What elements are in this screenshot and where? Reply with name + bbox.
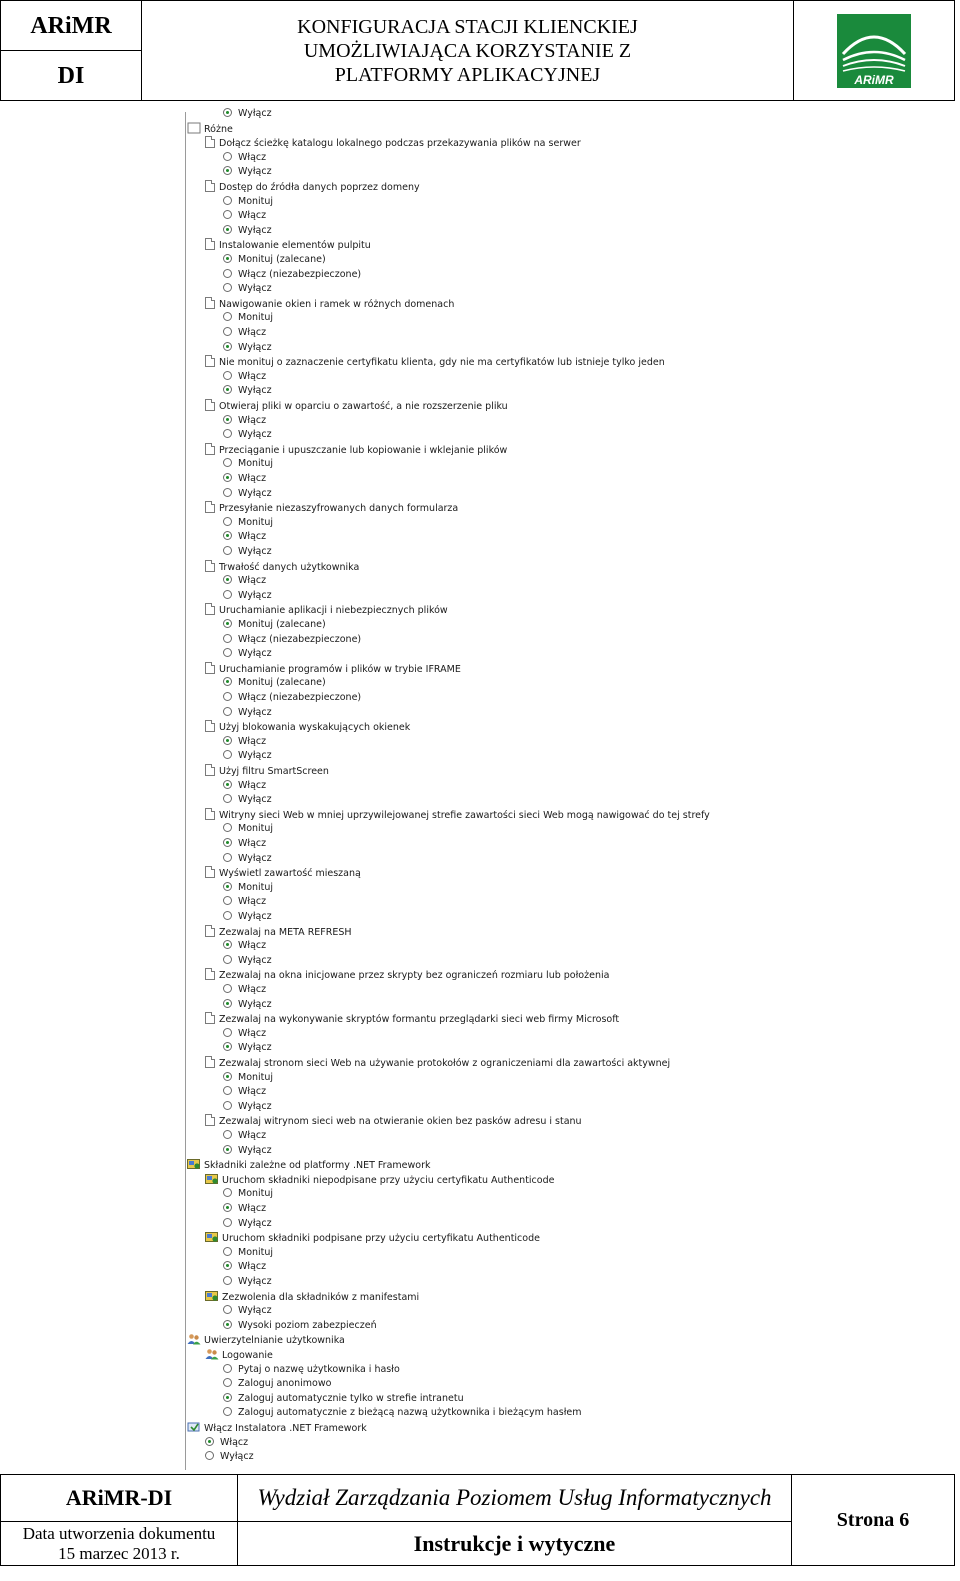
radio-option[interactable] bbox=[223, 822, 273, 836]
tree-label: Uruchamianie aplikacji i niebezpiecznych plików bbox=[219, 605, 448, 617]
radio-option[interactable] bbox=[223, 326, 266, 340]
tree-label: Wyłącz bbox=[238, 487, 272, 499]
setting-item bbox=[205, 1012, 619, 1026]
document-icon bbox=[205, 866, 215, 878]
tree-label: Wyłącz bbox=[238, 1305, 272, 1317]
radio-selected-icon[interactable] bbox=[223, 473, 232, 482]
tree-label: Włącz bbox=[220, 1436, 249, 1448]
tree-label: Włącz bbox=[238, 779, 267, 791]
radio-selected-icon[interactable] bbox=[223, 166, 232, 175]
setting-item bbox=[205, 1056, 670, 1070]
radio-unselected-icon[interactable] bbox=[223, 707, 232, 716]
radio-option[interactable] bbox=[223, 530, 266, 544]
radio-unselected-icon[interactable] bbox=[223, 794, 232, 803]
document-icon bbox=[205, 501, 215, 513]
radio-unselected-icon[interactable] bbox=[223, 1364, 232, 1373]
radio-option[interactable] bbox=[223, 311, 273, 325]
document-icon bbox=[205, 180, 215, 192]
document-icon bbox=[205, 560, 215, 572]
tree-label: Monituj bbox=[238, 1246, 274, 1258]
radio-unselected-icon[interactable] bbox=[223, 1101, 232, 1110]
radio-option[interactable] bbox=[223, 253, 326, 267]
radio-option[interactable] bbox=[223, 1260, 266, 1274]
radio-option[interactable] bbox=[223, 779, 266, 793]
tree-label: Wyłącz bbox=[238, 385, 272, 397]
radio-unselected-icon[interactable] bbox=[223, 488, 232, 497]
radio-unselected-icon[interactable] bbox=[223, 196, 232, 205]
radio-option[interactable] bbox=[223, 1144, 272, 1158]
radio-selected-icon[interactable] bbox=[223, 677, 232, 686]
tree-label: Otwieraj pliki w oparciu o zawartość, a nie rozszerzenie pliku bbox=[219, 401, 508, 412]
radio-option[interactable] bbox=[223, 676, 326, 690]
tree-label: Wyłącz bbox=[238, 283, 272, 295]
tree-label: Wyłącz bbox=[238, 750, 272, 762]
radio-unselected-icon[interactable] bbox=[205, 1451, 214, 1460]
tree-label: Monituj bbox=[238, 516, 274, 528]
tree-label: Wyłącz bbox=[238, 108, 272, 119]
radio-option[interactable] bbox=[223, 983, 266, 997]
radio-selected-icon[interactable] bbox=[223, 575, 232, 584]
radio-option[interactable] bbox=[223, 1363, 400, 1377]
document-icon bbox=[205, 720, 215, 732]
radio-unselected-icon[interactable] bbox=[223, 1247, 232, 1256]
tree-label: Różne bbox=[204, 123, 233, 135]
tree-label: Wyłącz bbox=[238, 1276, 272, 1287]
document-icon bbox=[205, 1012, 215, 1024]
tree-label: Zaloguj automatycznie tylko w strefie intranetu bbox=[238, 1392, 464, 1404]
radio-option[interactable] bbox=[205, 1450, 254, 1464]
header-title-line: PLATFORMY APLIKACYJNEJ bbox=[334, 63, 601, 86]
radio-unselected-icon[interactable] bbox=[223, 1407, 232, 1416]
header-org: ARiMR bbox=[1, 1, 142, 51]
radio-unselected-icon[interactable] bbox=[223, 692, 232, 701]
document-icon bbox=[205, 968, 215, 980]
tree-label: Włącz bbox=[238, 414, 267, 426]
radio-option[interactable] bbox=[223, 1392, 464, 1406]
setting-item bbox=[205, 968, 609, 982]
radio-option[interactable] bbox=[223, 1041, 272, 1055]
footer-dept: Wydział Zarządzania Poziomem Usług Informatycznych bbox=[238, 1475, 792, 1522]
radio-unselected-icon[interactable] bbox=[223, 1028, 232, 1037]
radio-option[interactable] bbox=[223, 472, 266, 486]
tree-label: Włącz bbox=[238, 1261, 267, 1273]
radio-selected-icon[interactable] bbox=[223, 1261, 232, 1270]
tree-label: Włącz bbox=[238, 210, 267, 222]
radio-selected-icon[interactable] bbox=[223, 225, 232, 234]
radio-option[interactable] bbox=[223, 837, 266, 851]
tree-label: Monituj bbox=[238, 312, 274, 324]
tree-label: Wyłącz bbox=[238, 998, 272, 1010]
radio-option[interactable] bbox=[223, 881, 273, 895]
radio-option[interactable] bbox=[223, 735, 266, 749]
tree-label: Monituj (zalecane) bbox=[238, 677, 326, 689]
radio-unselected-icon[interactable] bbox=[223, 429, 232, 438]
tree-label: Monituj bbox=[238, 1071, 274, 1083]
settings-subgroup bbox=[205, 1348, 273, 1362]
tree-label: Włącz Instalatora .NET Framework bbox=[204, 1423, 367, 1434]
radio-option[interactable] bbox=[223, 414, 266, 428]
tree-label: Włącz bbox=[238, 1027, 267, 1039]
radio-unselected-icon[interactable] bbox=[223, 371, 232, 380]
tree-label: Wyłącz bbox=[238, 794, 272, 806]
footer-subtitle: Instrukcje i wytyczne bbox=[238, 1522, 792, 1566]
radio-option[interactable] bbox=[223, 589, 272, 603]
installer-icon bbox=[187, 1421, 201, 1433]
radio-option[interactable] bbox=[223, 384, 272, 398]
tree-label: Wyłącz bbox=[238, 706, 272, 718]
setting-item bbox=[205, 501, 458, 515]
tree-label: Włącz bbox=[238, 575, 267, 587]
tree-label: Wyświetl zawartość mieszaną bbox=[219, 868, 361, 880]
radio-option[interactable] bbox=[223, 1027, 266, 1041]
radio-option[interactable] bbox=[223, 545, 272, 559]
radio-selected-icon[interactable] bbox=[223, 780, 232, 789]
radio-unselected-icon[interactable] bbox=[223, 210, 232, 219]
radio-option[interactable] bbox=[223, 1071, 273, 1085]
footer-date-label: Data utworzenia dokumentu bbox=[22, 1523, 216, 1543]
setting-item bbox=[205, 297, 454, 311]
tree-label: Monituj bbox=[238, 881, 274, 893]
tree-label: Logowanie bbox=[222, 1350, 273, 1361]
radio-option[interactable] bbox=[223, 1377, 331, 1391]
tree-label: Zezwalaj stronom sieci Web na używanie protokołów z ograniczeniami dla zawartości aktywnej bbox=[219, 1058, 671, 1069]
footer-page: Strona 6 bbox=[792, 1475, 955, 1566]
document-icon bbox=[205, 238, 215, 250]
radio-selected-icon[interactable] bbox=[223, 1145, 232, 1154]
tree-label: Zezwalaj na META REFRESH bbox=[219, 926, 352, 938]
radio-selected-icon[interactable] bbox=[223, 1393, 232, 1402]
radio-unselected-icon[interactable] bbox=[223, 823, 232, 832]
radio-selected-icon[interactable] bbox=[223, 940, 232, 949]
radio-option[interactable] bbox=[223, 939, 266, 953]
settings-group bbox=[187, 1333, 345, 1347]
radio-selected-icon[interactable] bbox=[223, 1320, 232, 1329]
users-icon bbox=[205, 1348, 219, 1360]
tree-label: Wyłącz bbox=[238, 429, 272, 441]
footer-date bbox=[1, 1522, 238, 1566]
radio-selected-icon[interactable] bbox=[223, 415, 232, 424]
folder-icon bbox=[187, 122, 201, 134]
setting-item bbox=[205, 560, 359, 574]
radio-unselected-icon[interactable] bbox=[223, 517, 232, 526]
setting-item bbox=[205, 764, 329, 778]
document-icon bbox=[205, 1114, 215, 1126]
radio-option[interactable] bbox=[223, 224, 272, 238]
tree-label: Włącz bbox=[238, 370, 267, 382]
radio-option[interactable] bbox=[223, 1217, 272, 1231]
tree-label: Dołącz ścieżkę katalogu lokalnego podczas przekazywania plików na serwer bbox=[219, 138, 581, 150]
footer-date-value: 15 marzec 2013 r. bbox=[58, 1543, 180, 1563]
tree-label: Uruchom składniki niepodpisane przy użyciu certyfikatu Authenticode bbox=[222, 1174, 555, 1186]
tree-label: Włącz bbox=[238, 838, 267, 849]
radio-unselected-icon[interactable] bbox=[223, 327, 232, 336]
radio-selected-icon[interactable] bbox=[205, 1437, 214, 1446]
radio-option[interactable] bbox=[223, 282, 272, 296]
setting-item bbox=[205, 866, 361, 880]
tree-label: Przesyłanie niezaszyfrowanych danych formularza bbox=[219, 503, 459, 515]
radio-selected-icon[interactable] bbox=[223, 999, 232, 1008]
radio-unselected-icon[interactable] bbox=[223, 152, 232, 161]
tree-label: Użyj blokowania wyskakujących okienek bbox=[219, 722, 411, 734]
tree-label: Zezwolenia dla składników z manifestami bbox=[222, 1291, 420, 1303]
setting-item bbox=[205, 808, 710, 822]
radio-option[interactable] bbox=[223, 370, 266, 384]
radio-unselected-icon[interactable] bbox=[223, 984, 232, 993]
radio-option[interactable] bbox=[223, 633, 361, 647]
setting-item bbox=[205, 355, 665, 369]
tree-label: Dostęp do źródła danych poprzez domeny bbox=[219, 182, 420, 193]
radio-option[interactable] bbox=[223, 341, 272, 355]
tree-label: Monituj bbox=[238, 458, 274, 470]
setting-item bbox=[205, 1114, 582, 1128]
header-title bbox=[142, 1, 794, 101]
tree-label: Monituj bbox=[238, 195, 274, 207]
radio-option[interactable] bbox=[223, 1246, 273, 1260]
radio-unselected-icon[interactable] bbox=[223, 1378, 232, 1387]
tree-label: Nawigowanie okien i ramek w różnych domenach bbox=[219, 298, 455, 310]
tree-label: Trwałość danych użytkownika bbox=[219, 561, 360, 573]
radio-option[interactable] bbox=[223, 1406, 582, 1420]
page-header bbox=[0, 0, 955, 101]
radio-selected-icon[interactable] bbox=[223, 342, 232, 351]
radio-option[interactable] bbox=[223, 998, 272, 1012]
tree-label: Zaloguj automatycznie z bieżącą nazwą użytkownika i bieżącym hasłem bbox=[238, 1407, 582, 1419]
document-icon bbox=[205, 399, 215, 411]
tree-label: Włącz bbox=[238, 327, 267, 338]
radio-unselected-icon[interactable] bbox=[223, 1188, 232, 1197]
radio-selected-icon[interactable] bbox=[223, 108, 232, 117]
radio-selected-icon[interactable] bbox=[223, 882, 232, 891]
tree-label: Wyłącz bbox=[238, 341, 272, 353]
tree-label: Zezwalaj na wykonywanie skryptów formantu przeglądarki sieci web firmy Microsoft bbox=[219, 1014, 620, 1026]
net-framework-icon bbox=[205, 1290, 219, 1302]
radio-unselected-icon[interactable] bbox=[223, 634, 232, 643]
tree-label: Wyłącz bbox=[220, 1451, 254, 1463]
net-framework-icon bbox=[205, 1231, 219, 1243]
radio-option[interactable] bbox=[223, 1129, 266, 1143]
radio-option[interactable] bbox=[223, 107, 272, 121]
radio-unselected-icon[interactable] bbox=[223, 1218, 232, 1227]
settings-subgroup bbox=[205, 1173, 554, 1187]
radio-option[interactable] bbox=[223, 706, 272, 720]
radio-unselected-icon[interactable] bbox=[223, 750, 232, 759]
document-icon bbox=[205, 136, 215, 148]
setting-item bbox=[205, 603, 448, 617]
radio-unselected-icon[interactable] bbox=[223, 1130, 232, 1139]
net-framework-icon bbox=[205, 1173, 219, 1185]
tree-label: Wyłącz bbox=[238, 166, 272, 178]
radio-unselected-icon[interactable] bbox=[223, 911, 232, 920]
radio-option[interactable] bbox=[223, 151, 266, 165]
settings-group bbox=[187, 122, 233, 136]
radio-option[interactable] bbox=[223, 910, 272, 924]
settings-subgroup bbox=[205, 1290, 419, 1304]
radio-selected-icon[interactable] bbox=[223, 1072, 232, 1081]
radio-unselected-icon[interactable] bbox=[223, 269, 232, 278]
radio-selected-icon[interactable] bbox=[223, 385, 232, 394]
document-icon bbox=[205, 297, 215, 309]
settings-group bbox=[187, 1421, 367, 1435]
radio-unselected-icon[interactable] bbox=[223, 590, 232, 599]
tree-label: Wyłącz bbox=[238, 954, 272, 966]
tree-label: Wyłącz bbox=[238, 1144, 272, 1156]
document-icon bbox=[205, 764, 215, 776]
tree-label: Uruchamianie programów i plików w trybie IFRAME bbox=[219, 663, 461, 675]
svg-text:ARiMR: ARiMR bbox=[854, 72, 894, 87]
radio-unselected-icon[interactable] bbox=[223, 1086, 232, 1095]
tree-label: Wyłącz bbox=[238, 1100, 272, 1112]
tree-label: Zezwalaj witrynom sieci web na otwieranie okien bez pasków adresu i stanu bbox=[219, 1116, 582, 1128]
tree-label: Włącz bbox=[238, 1086, 267, 1098]
setting-item bbox=[205, 662, 461, 676]
tree-label: Włącz (niezabezpieczone) bbox=[238, 268, 362, 280]
tree-label: Składniki zależne od platformy .NET Framework bbox=[204, 1160, 431, 1172]
tree-label: Uruchom składniki podpisane przy użyciu certyfikatu Authenticode bbox=[222, 1233, 540, 1245]
radio-option[interactable] bbox=[223, 428, 272, 442]
document-icon bbox=[205, 443, 215, 455]
radio-option[interactable] bbox=[223, 1202, 266, 1216]
setting-item bbox=[205, 925, 352, 939]
setting-item bbox=[205, 136, 581, 150]
net-framework-icon bbox=[187, 1158, 201, 1170]
radio-selected-icon[interactable] bbox=[223, 531, 232, 540]
radio-unselected-icon[interactable] bbox=[223, 896, 232, 905]
tree-label: Włącz bbox=[238, 473, 267, 484]
tree-label: Monituj bbox=[238, 1188, 274, 1200]
tree-label: Pytaj o nazwę użytkownika i hasło bbox=[238, 1363, 400, 1375]
radio-option[interactable] bbox=[223, 165, 272, 179]
document-icon bbox=[205, 925, 215, 937]
radio-option[interactable] bbox=[223, 1275, 272, 1289]
radio-option[interactable] bbox=[223, 268, 361, 282]
tree-label: Monituj bbox=[238, 823, 274, 835]
radio-option[interactable] bbox=[223, 691, 361, 705]
tree-label: Użyj filtru SmartScreen bbox=[219, 766, 329, 777]
radio-option[interactable] bbox=[223, 487, 272, 501]
tree-label: Wyłącz bbox=[238, 1217, 272, 1229]
radio-option[interactable] bbox=[223, 1319, 377, 1333]
tree-label: Włącz bbox=[238, 1203, 267, 1214]
tree-label: Wyłącz bbox=[238, 1042, 272, 1054]
ie-zone-settings-screenshot bbox=[185, 104, 710, 1476]
radio-option[interactable] bbox=[223, 618, 326, 632]
setting-item bbox=[205, 238, 371, 252]
settings-subgroup bbox=[205, 1231, 540, 1245]
tree-guide-line bbox=[185, 112, 186, 1470]
setting-item bbox=[205, 399, 508, 413]
radio-option[interactable] bbox=[223, 954, 272, 968]
document-icon bbox=[205, 1056, 215, 1068]
radio-option[interactable] bbox=[205, 1436, 248, 1450]
radio-option[interactable] bbox=[223, 1085, 266, 1099]
tree-label: Wyłącz bbox=[238, 546, 272, 557]
radio-option[interactable] bbox=[223, 1304, 272, 1318]
tree-label: Zezwalaj na okna inicjowane przez skrypty bez ograniczeń rozmiaru lub położenia bbox=[219, 970, 610, 982]
tree-label: Monituj (zalecane) bbox=[238, 619, 326, 630]
tree-label: Uwierzytelnianie użytkownika bbox=[204, 1335, 345, 1347]
tree-label: Instalowanie elementów pulpitu bbox=[219, 240, 371, 252]
radio-selected-icon[interactable] bbox=[223, 619, 232, 628]
document-icon bbox=[205, 662, 215, 674]
tree-label: Włącz bbox=[238, 151, 267, 163]
tree-label: Zaloguj anonimowo bbox=[238, 1378, 332, 1390]
tree-label: Monituj (zalecane) bbox=[238, 254, 326, 265]
tree-label: Włącz bbox=[238, 984, 267, 995]
tree-label: Włącz (niezabezpieczone) bbox=[238, 633, 362, 645]
tree-label: Wyłącz bbox=[238, 589, 272, 601]
radio-selected-icon[interactable] bbox=[223, 254, 232, 263]
radio-option[interactable] bbox=[223, 749, 272, 763]
tree-label: Wyłącz bbox=[238, 648, 272, 660]
tree-label: Wyłącz bbox=[238, 224, 272, 236]
document-icon bbox=[205, 355, 215, 367]
tree-label: Włącz bbox=[238, 1130, 267, 1141]
radio-option[interactable] bbox=[223, 852, 272, 866]
tree-label: Włącz bbox=[238, 940, 267, 952]
radio-option[interactable] bbox=[223, 895, 266, 909]
setting-item bbox=[205, 720, 410, 734]
radio-selected-icon[interactable] bbox=[223, 736, 232, 745]
radio-option[interactable] bbox=[223, 457, 273, 471]
radio-option[interactable] bbox=[223, 1100, 272, 1114]
radio-unselected-icon[interactable] bbox=[223, 648, 232, 657]
tree-label: Nie monituj o zaznaczenie certyfikatu klienta, gdy nie ma certyfikatów lub istnieje tylko jeden bbox=[219, 357, 665, 369]
radio-unselected-icon[interactable] bbox=[223, 283, 232, 292]
arimr-logo bbox=[837, 14, 911, 88]
radio-option[interactable] bbox=[223, 574, 266, 588]
radio-unselected-icon[interactable] bbox=[223, 853, 232, 862]
tree-label: Wyłącz bbox=[238, 911, 272, 922]
radio-selected-icon[interactable] bbox=[223, 838, 232, 847]
radio-option[interactable] bbox=[223, 516, 273, 530]
radio-option[interactable] bbox=[223, 195, 273, 209]
radio-selected-icon[interactable] bbox=[223, 1042, 232, 1051]
radio-option[interactable] bbox=[223, 793, 272, 807]
radio-unselected-icon[interactable] bbox=[223, 1305, 232, 1314]
radio-option[interactable] bbox=[223, 209, 266, 223]
page-footer bbox=[0, 1474, 955, 1566]
document-icon bbox=[205, 808, 215, 820]
header-dept: DI bbox=[1, 51, 142, 101]
radio-unselected-icon[interactable] bbox=[223, 312, 232, 321]
setting-item bbox=[205, 443, 507, 457]
radio-unselected-icon[interactable] bbox=[223, 546, 232, 555]
footer-code: ARiMR-DI bbox=[1, 1475, 238, 1522]
radio-unselected-icon[interactable] bbox=[223, 458, 232, 467]
tree-label: Wysoki poziom zabezpieczeń bbox=[238, 1319, 377, 1331]
tree-label: Witryny sieci Web w mniej uprzywilejowanej strefie zawartości sieci Web mogą nawigować do tej strefy bbox=[219, 809, 710, 821]
tree-label: Włącz bbox=[238, 896, 267, 908]
settings-group bbox=[187, 1158, 430, 1172]
tree-label: Włącz bbox=[238, 735, 267, 747]
tree-label: Wyłącz bbox=[238, 852, 272, 864]
radio-unselected-icon[interactable] bbox=[223, 955, 232, 964]
radio-selected-icon[interactable] bbox=[223, 1203, 232, 1212]
tree-label: Przeciąganie i upuszczanie lub kopiowanie i wklejanie plików bbox=[219, 444, 508, 456]
header-title-line: KONFIGURACJA STACJI KLIENCKIEJ bbox=[297, 15, 638, 38]
header-logo-cell bbox=[794, 1, 955, 101]
tree-label: Włącz (niezabezpieczone) bbox=[238, 692, 362, 703]
radio-option[interactable] bbox=[223, 647, 272, 661]
setting-item bbox=[205, 180, 420, 194]
header-title-line: UMOŻLIWIAJĄCA KORZYSTANIE Z bbox=[303, 39, 632, 62]
radio-unselected-icon[interactable] bbox=[223, 1276, 232, 1285]
document-icon bbox=[205, 603, 215, 615]
tree-label: Włącz bbox=[238, 531, 267, 543]
radio-option[interactable] bbox=[223, 1187, 273, 1201]
users-icon bbox=[187, 1333, 201, 1345]
